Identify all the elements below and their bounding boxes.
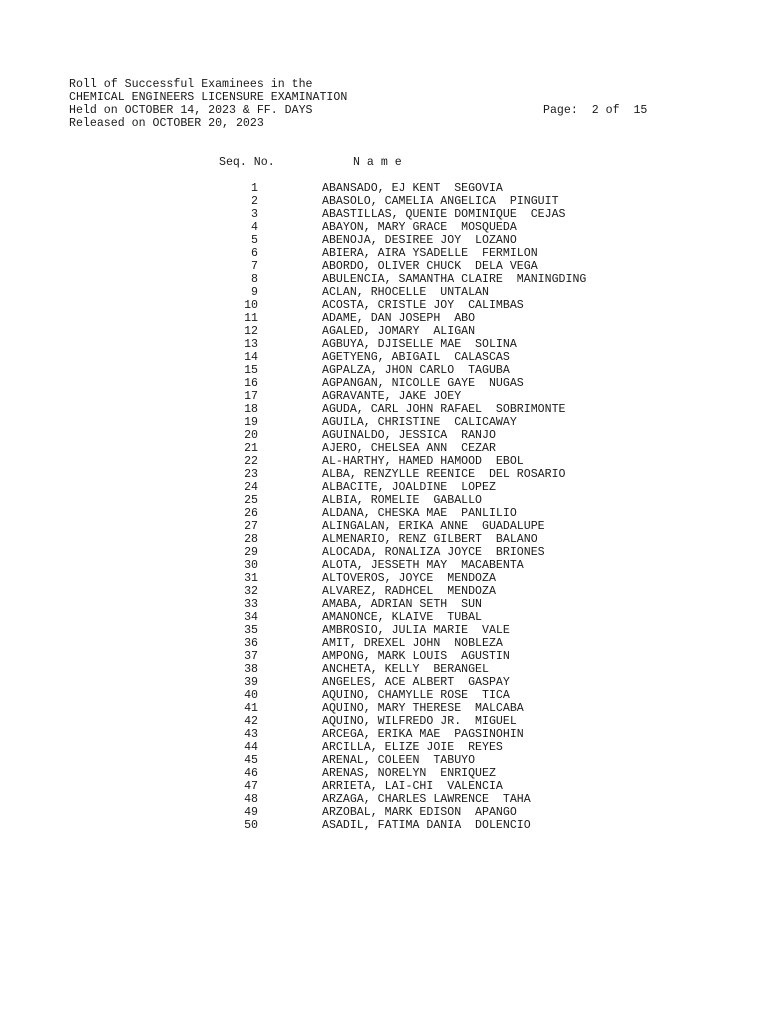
document-title-line-1: Roll of Successful Examinees in the — [69, 78, 313, 91]
examinee-name: AGALED, JOMARY ALIGAN — [322, 325, 476, 338]
examinee-row — [0, 442, 768, 455]
examinee-row — [0, 351, 768, 364]
seq-number: 42 — [244, 715, 258, 728]
seq-number: 40 — [244, 689, 258, 702]
examinee-name: ABORDO, OLIVER CHUCK DELA VEGA — [322, 260, 538, 273]
examinee-row — [0, 403, 768, 416]
seq-number: 17 — [244, 390, 258, 403]
examinee-name: ALBA, RENZYLLE REENICE DEL ROSARIO — [322, 468, 566, 481]
examinee-name: ALBACITE, JOALDINE LOPEZ — [322, 481, 496, 494]
seq-number: 13 — [244, 338, 258, 351]
seq-number: 49 — [244, 806, 258, 819]
examinee-name: AQUINO, WILFREDO JR. MIGUEL — [322, 715, 517, 728]
examinee-name: AMABA, ADRIAN SETH SUN — [322, 598, 483, 611]
seq-number: 32 — [244, 585, 258, 598]
page-indicator: Page: 2 of 15 — [543, 104, 648, 117]
examinee-name: ALTOVEROS, JOYCE MENDOZA — [322, 572, 496, 585]
seq-number: 33 — [244, 598, 258, 611]
examinee-row — [0, 598, 768, 611]
examinee-row — [0, 182, 768, 195]
seq-number: 48 — [244, 793, 258, 806]
examinee-name: ARCILLA, ELIZE JOIE REYES — [322, 741, 503, 754]
examinee-row — [0, 676, 768, 689]
examinee-name: AQUINO, CHAMYLLE ROSE TICA — [322, 689, 510, 702]
seq-number: 14 — [244, 351, 258, 364]
examinee-name: AGPANGAN, NICOLLE GAYE NUGAS — [322, 377, 524, 390]
examinee-row — [0, 338, 768, 351]
examinee-row — [0, 221, 768, 234]
seq-number: 28 — [244, 533, 258, 546]
seq-number: 23 — [244, 468, 258, 481]
seq-number: 2 — [251, 195, 258, 208]
examinee-name: ACOSTA, CRISTLE JOY CALIMBAS — [322, 299, 524, 312]
seq-number: 45 — [244, 754, 258, 767]
seq-number: 20 — [244, 429, 258, 442]
seq-number: 44 — [244, 741, 258, 754]
examinee-row — [0, 377, 768, 390]
seq-number: 38 — [244, 663, 258, 676]
examinee-row — [0, 806, 768, 819]
examinee-name: AGETYENG, ABIGAIL CALASCAS — [322, 351, 510, 364]
seq-number: 39 — [244, 676, 258, 689]
examinee-row — [0, 819, 768, 832]
examinee-row — [0, 416, 768, 429]
examinee-row — [0, 494, 768, 507]
seq-number: 30 — [244, 559, 258, 572]
examinee-name: ACLAN, RHOCELLE UNTALAN — [322, 286, 489, 299]
examinee-name: AMPONG, MARK LOUIS AGUSTIN — [322, 650, 510, 663]
name-column-heading: N a m e — [353, 156, 402, 169]
seq-number: 27 — [244, 520, 258, 533]
seq-number: 25 — [244, 494, 258, 507]
seq-number: 29 — [244, 546, 258, 559]
examinee-name: ABULENCIA, SAMANTHA CLAIRE MANINGDING — [322, 273, 587, 286]
examinee-row — [0, 312, 768, 325]
seq-number: 3 — [251, 208, 258, 221]
seq-number: 6 — [251, 247, 258, 260]
examinee-name: AQUINO, MARY THERESE MALCABA — [322, 702, 524, 715]
examinee-name: ABAYON, MARY GRACE MOSQUEDA — [322, 221, 517, 234]
seq-number: 18 — [244, 403, 258, 416]
seq-number: 5 — [251, 234, 258, 247]
examinee-row — [0, 611, 768, 624]
examinee-row — [0, 507, 768, 520]
seq-number: 26 — [244, 507, 258, 520]
examinee-name: ARRIETA, LAI-CHI VALENCIA — [322, 780, 503, 793]
examinee-row — [0, 299, 768, 312]
examinee-name: ALMENARIO, RENZ GILBERT BALANO — [322, 533, 538, 546]
examinee-name: AMBROSIO, JULIA MARIE VALE — [322, 624, 510, 637]
examinee-name: ABASOLO, CAMELIA ANGELICA PINGUIT — [322, 195, 559, 208]
examinee-row — [0, 234, 768, 247]
examinee-name: ALVAREZ, RADHCEL MENDOZA — [322, 585, 496, 598]
examinee-row — [0, 702, 768, 715]
exam-held-date: Held on OCTOBER 14, 2023 & FF. DAYS — [69, 104, 313, 117]
seq-number: 22 — [244, 455, 258, 468]
examinee-name: AGUILA, CHRISTINE CALICAWAY — [322, 416, 517, 429]
seq-number: 7 — [251, 260, 258, 273]
examinee-row — [0, 468, 768, 481]
examinee-row — [0, 637, 768, 650]
seq-number: 10 — [244, 299, 258, 312]
examinee-name: AMIT, DREXEL JOHN NOBLEZA — [322, 637, 503, 650]
examinee-row — [0, 260, 768, 273]
examinee-name: ARZOBAL, MARK EDISON APANGO — [322, 806, 517, 819]
seq-number: 8 — [251, 273, 258, 286]
examinee-row — [0, 728, 768, 741]
examinee-row — [0, 741, 768, 754]
examinee-name: ALOCADA, RONALIZA JOYCE BRIONES — [322, 546, 545, 559]
examinee-row — [0, 286, 768, 299]
examinee-name: AJERO, CHELSEA ANN CEZAR — [322, 442, 496, 455]
examinee-row — [0, 520, 768, 533]
examinee-name: AGPALZA, JHON CARLO TAGUBA — [322, 364, 510, 377]
examinee-row — [0, 754, 768, 767]
seq-number: 36 — [244, 637, 258, 650]
seq-number: 15 — [244, 364, 258, 377]
seq-number: 24 — [244, 481, 258, 494]
seq-number: 34 — [244, 611, 258, 624]
examinee-row — [0, 546, 768, 559]
examinee-row — [0, 481, 768, 494]
examinee-name: ADAME, DAN JOSEPH ABO — [322, 312, 476, 325]
examinee-row — [0, 325, 768, 338]
seq-number: 16 — [244, 377, 258, 390]
examinee-name: ABENOJA, DESIREE JOY LOZANO — [322, 234, 517, 247]
examinee-name: ARZAGA, CHARLES LAWRENCE TAHA — [322, 793, 531, 806]
examinee-row — [0, 273, 768, 286]
examinee-row — [0, 195, 768, 208]
examinee-name: AL-HARTHY, HAMED HAMOOD EBOL — [322, 455, 524, 468]
examinee-name: AGBUYA, DJISELLE MAE SOLINA — [322, 338, 517, 351]
examinee-row — [0, 390, 768, 403]
examinee-row — [0, 247, 768, 260]
seq-number: 50 — [244, 819, 258, 832]
seq-number: 12 — [244, 325, 258, 338]
examinee-name: ABANSADO, EJ KENT SEGOVIA — [322, 182, 503, 195]
examinee-row — [0, 780, 768, 793]
examinee-row — [0, 208, 768, 221]
examinee-row — [0, 572, 768, 585]
examinee-name: ANGELES, ACE ALBERT GASPAY — [322, 676, 510, 689]
examinee-name: ALOTA, JESSETH MAY MACABENTA — [322, 559, 524, 572]
examinee-row — [0, 663, 768, 676]
seq-number: 37 — [244, 650, 258, 663]
seq-number: 35 — [244, 624, 258, 637]
seq-number: 19 — [244, 416, 258, 429]
examinee-row — [0, 364, 768, 377]
examinee-row — [0, 767, 768, 780]
examinee-list — [0, 182, 768, 832]
examinee-row — [0, 715, 768, 728]
examinee-name: ABASTILLAS, QUENIE DOMINIQUE CEJAS — [322, 208, 566, 221]
release-date: Released on OCTOBER 20, 2023 — [69, 117, 264, 130]
seq-number: 9 — [251, 286, 258, 299]
examinee-name: ANCHETA, KELLY BERANGEL — [322, 663, 489, 676]
examinee-name: ALBIA, ROMELIE GABALLO — [322, 494, 483, 507]
examinee-name: ABIERA, AIRA YSADELLE FERMILON — [322, 247, 538, 260]
examinee-row — [0, 533, 768, 546]
seq-column-heading: Seq. No. — [219, 156, 275, 169]
examinee-name: ASADIL, FATIMA DANIA DOLENCIO — [322, 819, 531, 832]
examinee-name: ALDANA, CHESKA MAE PANLILIO — [322, 507, 517, 520]
seq-number: 47 — [244, 780, 258, 793]
seq-number: 11 — [244, 312, 258, 325]
seq-number: 41 — [244, 702, 258, 715]
examinee-row — [0, 689, 768, 702]
examinee-name: ARCEGA, ERIKA MAE PAGSINOHIN — [322, 728, 524, 741]
examinee-name: AGUDA, CARL JOHN RAFAEL SOBRIMONTE — [322, 403, 566, 416]
examinee-row — [0, 559, 768, 572]
examinee-name: ARENAS, NORELYN ENRIQUEZ — [322, 767, 496, 780]
exam-name: CHEMICAL ENGINEERS LICENSURE EXAMINATION — [69, 91, 348, 104]
examinee-row — [0, 793, 768, 806]
seq-number: 46 — [244, 767, 258, 780]
seq-number: 43 — [244, 728, 258, 741]
examinee-row — [0, 585, 768, 598]
seq-number: 1 — [251, 182, 258, 195]
examinee-name: ALINGALAN, ERIKA ANNE GUADALUPE — [322, 520, 545, 533]
examinee-row — [0, 650, 768, 663]
seq-number: 4 — [251, 221, 258, 234]
examinee-name: ARENAL, COLEEN TABUYO — [322, 754, 476, 767]
examinee-row — [0, 429, 768, 442]
examinee-name: AGUINALDO, JESSICA RANJO — [322, 429, 496, 442]
seq-number: 31 — [244, 572, 258, 585]
examinee-name: AGRAVANTE, JAKE JOEY — [322, 390, 462, 403]
examinee-name: AMANONCE, KLAIVE TUBAL — [322, 611, 483, 624]
examinee-row — [0, 624, 768, 637]
seq-number: 21 — [244, 442, 258, 455]
examinee-row — [0, 455, 768, 468]
